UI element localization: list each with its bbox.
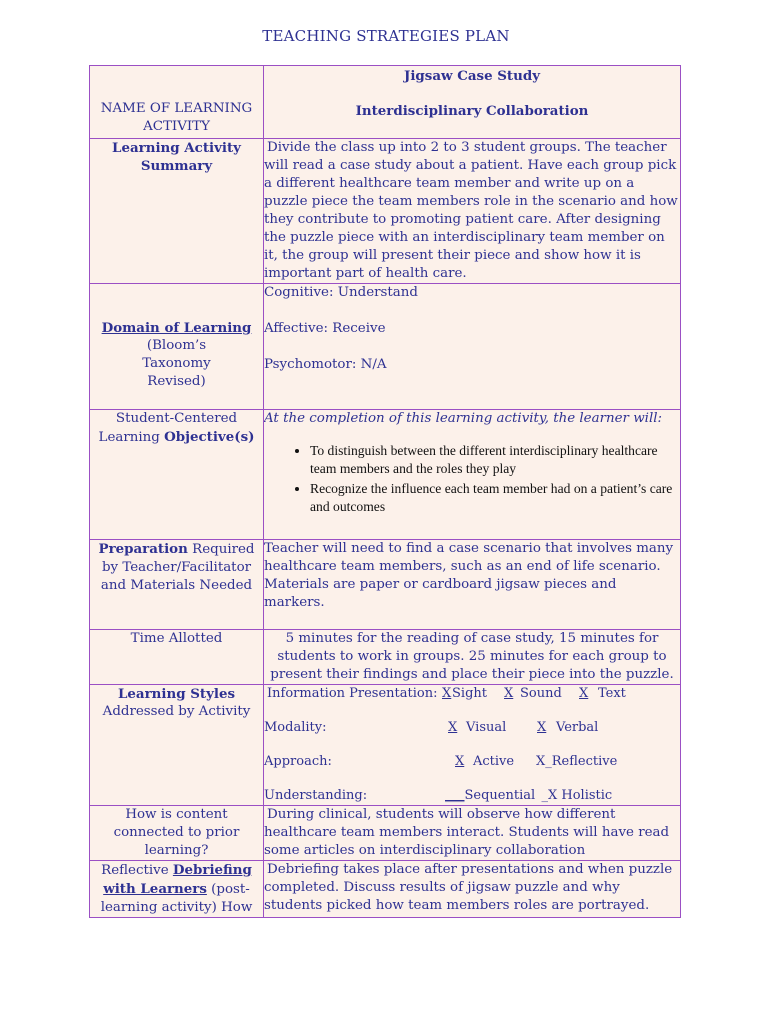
page-title: TEACHING STRATEGIES PLAN (262, 27, 510, 45)
ls-modality-label: Modality: (264, 720, 327, 735)
table-row-activity-name (90, 66, 681, 139)
ls-verbal-mark: X (537, 720, 547, 735)
domain-cell (264, 284, 681, 410)
table-row-domain (90, 284, 681, 410)
debriefing-label-rest: (post-learning activity) How (100, 882, 253, 915)
table-row-objectives (90, 410, 681, 540)
ls-understanding-row (264, 787, 680, 805)
objectives-cell (264, 410, 681, 540)
table-row-summary (90, 139, 681, 284)
ls-approach-label: Approach: (264, 754, 332, 769)
ls-visual: Visual (466, 720, 507, 735)
domain-sublabel: (Bloom’s Taxonomy Revised) (142, 338, 211, 389)
ls-text-mark: X (579, 686, 589, 701)
objectives-list (264, 442, 680, 516)
debriefing-label (90, 861, 264, 918)
activity-name: Jigsaw Case Study (404, 68, 540, 84)
table-row-preparation (90, 540, 681, 630)
ls-visual-mark: X (448, 720, 458, 735)
ls-sound-mark: X (504, 686, 514, 701)
learning-styles-cell (264, 685, 681, 806)
ls-approach-row (264, 753, 680, 771)
domain-label-cell (90, 284, 264, 410)
activity-topic: Interdisciplinary Collaboration (355, 103, 589, 119)
debriefing-label-bold: Debriefing with Learners (103, 862, 252, 897)
ls-understanding-label: Understanding: (264, 788, 368, 803)
objectives-label-prefix: Student-Centered Learning (98, 411, 238, 445)
teaching-plan-table (89, 65, 681, 918)
learning-styles-label (90, 685, 264, 806)
connection-label: How is content connected to prior learning? (90, 806, 264, 861)
activity-name-label: NAME OF LEARNING ACTIVITY (90, 66, 264, 139)
ls-sequential-blank: ___ (445, 788, 465, 803)
preparation-label-rest: Required by Teacher/Facilitator and Materials Needed (100, 542, 255, 593)
ls-info-label: Information Presentation: (267, 686, 438, 701)
ls-active: Active (473, 754, 515, 769)
time-label: Time Allotted (90, 630, 264, 685)
preparation-text: Teacher will need to find a case scenario that involves many healthcare team members, such as an end of life scenario. Materials are paper or cardboard jigsaw pieces and markers. (264, 540, 681, 630)
objectives-label (90, 410, 264, 540)
domain-cognitive: Cognitive: Understand (264, 285, 418, 300)
domain-label: Domain of Learning (101, 320, 252, 336)
objectives-intro: At the completion of this learning activity, the learner will: (264, 411, 663, 426)
connection-text: During clinical, students will observe how different healthcare team members interact. Students will have read some articles on interdisciplinary collaboration (264, 806, 681, 861)
list-item: • Recognize the influence each team member had on a patient’s care and outcomes (310, 480, 680, 516)
ls-verbal: Verbal (556, 720, 599, 735)
ls-sequential: Sequential (464, 788, 536, 803)
time-text: 5 minutes for the reading of case study, 15 minutes for students to work in groups. 25 minutes for each group to present their findings and place their piece into the puzzle. (264, 630, 681, 685)
table-row-learning-styles (90, 685, 681, 806)
ls-sound: Sound (520, 686, 562, 701)
table-row-debriefing (90, 861, 681, 918)
domain-affective: Affective: Receive (264, 321, 386, 336)
summary-text: Divide the class up into 2 to 3 student groups. The teacher will read a case study about a patient. Have each group pick a different healthcare team member and write up on a puzzle piece the team members role in the scenario and how they contribute to promoting patient care. After designing the puzzle piece with an interdisciplinary team member on it, the group will present their piece and show how it is important part of health care. (264, 139, 681, 284)
learning-styles-label-bold: Learning Styles (117, 686, 236, 702)
ls-sight-mark: X (442, 686, 452, 701)
table-row-connection (90, 806, 681, 861)
learning-styles-label-rest: Addressed by Activity (102, 704, 251, 719)
preparation-label (90, 540, 264, 630)
ls-active-mark: X (455, 754, 465, 769)
ls-holistic: _X Holistic (541, 788, 613, 803)
table-row-time (90, 630, 681, 685)
ls-reflective: X_Reflective (536, 754, 618, 769)
domain-psychomotor: Psychomotor: N/A (264, 357, 387, 372)
ls-info-row (264, 685, 680, 703)
preparation-label-bold: Preparation (98, 541, 188, 557)
activity-name-cell (264, 66, 681, 139)
summary-label: Learning Activity Summary (90, 139, 264, 284)
objectives-label-bold: Objective(s) (164, 429, 255, 445)
ls-text: Text (598, 686, 626, 701)
list-item: • To distinguish between the different interdisciplinary healthcare team members and the roles they play (310, 442, 680, 478)
debriefing-text: Debriefing takes place after presentations and when puzzle completed. Discuss results of jigsaw puzzle and why students picked how team members roles are portrayed. (264, 861, 681, 918)
ls-sight: Sight (452, 686, 487, 701)
ls-modality-row (264, 719, 680, 737)
debriefing-label-prefix: Reflective (101, 863, 173, 878)
